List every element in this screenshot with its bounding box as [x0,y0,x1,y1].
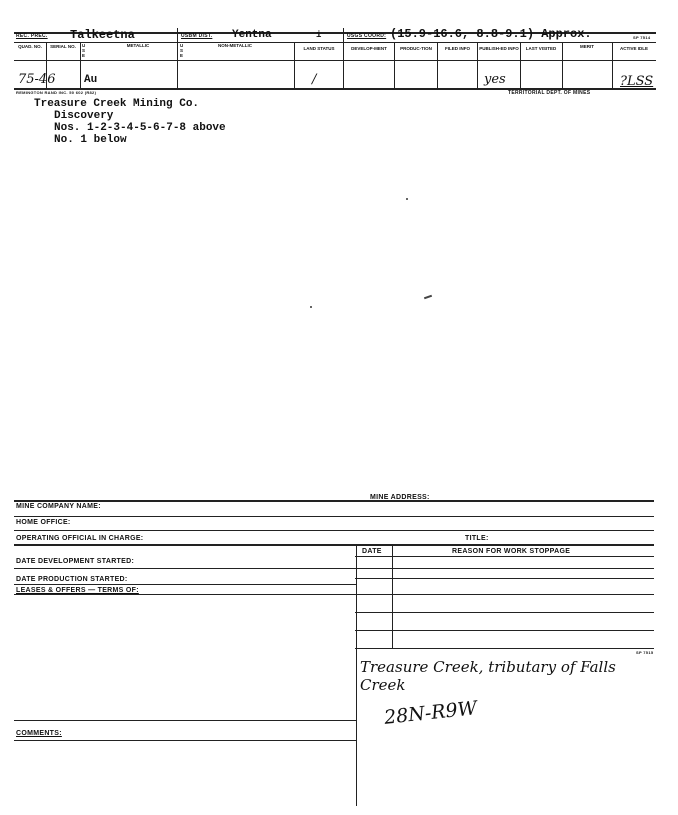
column-divider [294,42,295,88]
land-status-value: / [312,72,317,87]
date-header: DATE [362,548,382,555]
quad-no-header: QUAD. NO. [18,44,42,49]
serial-no-header: SERIAL NO. [50,44,76,49]
column-divider [477,42,478,88]
column-divider [392,544,393,648]
last-visited-header: LAST VISITED [525,46,557,51]
form-number-2: SP 7515 [636,650,654,655]
quad-no-value: 75-46 [18,72,56,87]
column-divider [520,42,521,88]
merit-header: MERIT [580,44,594,49]
prod-started-label: DATE PRODUCTION STARTED: [16,576,128,583]
metallic-header: METALLIC [126,43,150,48]
column-divider [394,42,395,88]
reason-header: REASON FOR WORK STOPPAGE [452,548,571,555]
handwritten-note-line1: Treasure Creek, tributary of Falls [360,658,616,676]
rule [355,630,654,631]
rule [14,594,356,595]
rule [355,648,654,649]
usgs-coord-value: (15.9-16.6, 8.8-9.1) Approx. [390,27,592,41]
dev-started-label: DATE DEVELOPMENT STARTED: [16,558,135,565]
department-imprint: TERRITORIAL DEPT. OF MINES [508,90,591,96]
rule [14,568,654,569]
rule [14,500,654,502]
entry-line-discovery: Discovery [54,110,114,122]
rule [14,740,356,741]
handwritten-note-line2: Creek [360,676,406,694]
production-header: PRODUC-TION [400,46,432,51]
column-divider [177,28,178,88]
usbm-dist-label: USBM DIST. [181,33,213,39]
home-office-label: HOME OFFICE: [16,519,71,526]
rule [14,720,356,721]
active-idle-header: ACTIVE IDLE [619,46,648,51]
rule [14,530,654,531]
rule [14,544,654,546]
published-info-header: PUBLISH-ED INFO [479,46,519,51]
usgs-coord-label: USGS COORD: [347,33,387,39]
rule [355,612,654,613]
speckle [310,306,312,308]
rule [14,584,356,585]
operating-official-label: OPERATING OFFICIAL IN CHARGE: [16,535,144,542]
mine-address-label: MINE ADDRESS: [370,494,430,501]
column-divider [612,42,613,88]
rec-prec-label: REC. PREC. [16,33,48,39]
use-letters-2: U S E [180,43,184,58]
rule [14,516,654,517]
column-divider [343,28,344,88]
column-divider [437,42,438,88]
printer-imprint: REMINGTON RAND INC. 50 602 (R82) [16,90,97,95]
speckle [424,295,432,300]
title-label: TITLE: [465,535,489,542]
column-divider [356,544,357,806]
entry-line-number-below: No. 1 below [54,134,127,146]
use-letters: U S E [82,43,86,58]
active-idle-value: ?LSS [620,74,654,89]
rule [14,60,656,61]
entry-line-company: Treasure Creek Mining Co. [34,98,200,110]
development-header: DEVELOP-MENT [351,46,387,51]
metallic-value: Au [84,74,98,86]
rec-prec-value: Talkeetna [70,28,135,42]
rule [355,578,654,579]
usbm-dist-value: Yentna [232,29,272,41]
land-status-header: LAND STATUS [303,46,335,51]
speckle [406,198,408,200]
rule [355,556,654,557]
nonmetallic-header: NON-METALLIC [218,43,252,48]
column-divider [80,42,81,88]
usbm-dist-mark: i [316,30,322,40]
leases-label: LEASES & OFFERS — TERMS OF: [16,587,139,594]
form-number: SP 7514 [633,35,651,40]
mine-company-label: MINE COMPANY NAME: [16,503,101,510]
handwritten-township-range: 28N-R9W [383,697,479,729]
filed-info-header: FILED INFO [445,46,470,51]
column-divider [562,42,563,88]
published-value: yes [484,72,506,87]
comments-label: COMMENTS: [16,730,62,737]
entry-line-numbers-above: Nos. 1-2-3-4-5-6-7-8 above [54,122,226,134]
rule [355,594,654,595]
